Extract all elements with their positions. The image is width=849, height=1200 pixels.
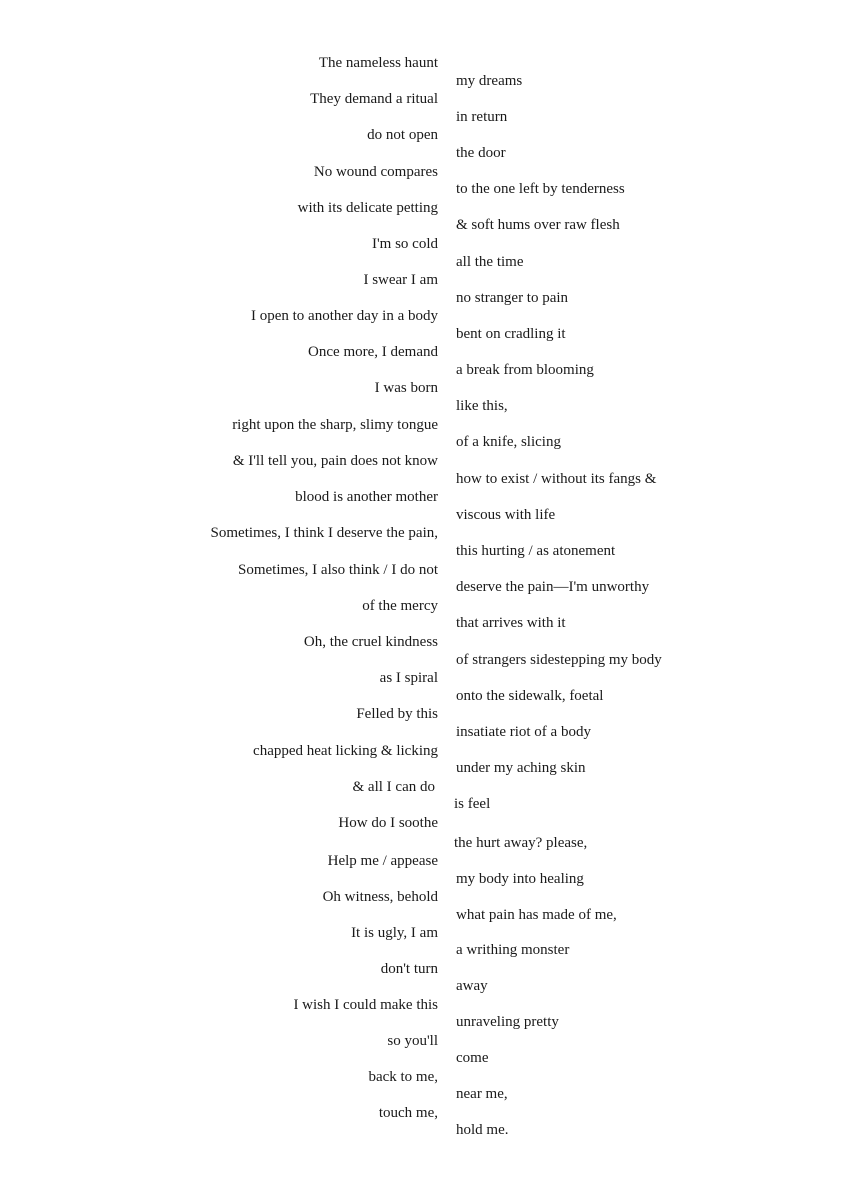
poem-line-left: No wound compares — [313, 164, 438, 180]
poem-line-right: is feel — [454, 796, 491, 812]
poem-line-right: bent on cradling it — [456, 326, 566, 342]
poem-line-left: It is ugly, I am — [351, 925, 438, 941]
poem-line-right: a writhing monster — [456, 942, 570, 958]
poem-line-right: all the time — [456, 254, 524, 270]
poem-line-left: with its delicate petting — [297, 200, 438, 216]
poem-line-right: under my aching skin — [456, 760, 586, 776]
poem-line-left: I swear I am — [363, 272, 438, 288]
poem-line-left: back to me, — [368, 1069, 438, 1085]
poem-line-right: in return — [456, 109, 508, 125]
poem-line-left: of the mercy — [362, 598, 438, 614]
poem-line-left: & all I can do — [352, 779, 435, 795]
poem-line-left: blood is another mother — [295, 489, 438, 505]
poem-line-left: They demand a ritual — [310, 91, 438, 107]
poem-line-left: I open to another day in a body — [250, 308, 438, 324]
poem-line-left: Felled by this — [356, 706, 438, 722]
poem-line-left: I wish I could make this — [293, 997, 438, 1013]
poem-line-left: right upon the sharp, slimy tongue — [232, 417, 438, 433]
poem-line-right: unraveling pretty — [456, 1014, 559, 1030]
poem-line-right: my dreams — [456, 73, 523, 89]
poem-line-right: away — [456, 978, 488, 994]
poem-line-right: onto the sidewalk, foetal — [456, 688, 604, 704]
poem-line-left: as I spiral — [379, 670, 438, 686]
poem-line-right: come — [456, 1050, 489, 1066]
poem-line-left: Oh witness, behold — [322, 889, 438, 905]
poem-line-right: near me, — [456, 1086, 508, 1102]
poem-line-right: this hurting / as atonement — [456, 543, 616, 559]
poem-line-right: hold me. — [456, 1122, 509, 1138]
poem-line-left: do not open — [367, 127, 438, 143]
poem-line-left: The nameless haunt — [318, 55, 438, 71]
poem-line-left: I was born — [374, 380, 438, 396]
poem-line-right: how to exist / without its fangs & — [456, 471, 657, 487]
poem-line-right: insatiate riot of a body — [456, 724, 591, 740]
poem-line-right: a break from blooming — [456, 362, 594, 378]
poem-line-left: Help me / appease — [327, 853, 438, 869]
poem-line-left: chapped heat licking & licking — [253, 743, 438, 759]
poem-line-right: viscous with life — [456, 507, 556, 523]
poem-line-left: Oh, the cruel kindness — [303, 634, 438, 650]
poem-line-right: to the one left by tenderness — [456, 181, 625, 197]
poem-line-left: Once more, I demand — [308, 344, 438, 360]
poem-line-left: How do I soothe — [338, 815, 438, 831]
poem-line-left: Sometimes, I also think / I do not — [238, 562, 438, 578]
poem-line-right: the hurt away? please, — [454, 835, 588, 851]
poem-line-right: the door — [456, 145, 506, 161]
poem-line-right: of strangers sidestepping my body — [456, 652, 662, 668]
poem-line-right: no stranger to pain — [456, 290, 569, 306]
poem-line-left: I'm so cold — [371, 236, 438, 252]
poem-line-left: don't turn — [380, 961, 438, 977]
poem-line-right: that arrives with it — [456, 615, 566, 631]
poem-line-right: of a knife, slicing — [456, 434, 561, 450]
poem-line-right: like this, — [456, 398, 508, 414]
poem-line-left: touch me, — [378, 1105, 438, 1121]
poem-line-left: & I'll tell you, pain does not know — [232, 453, 438, 469]
poem-line-right: & soft hums over raw flesh — [456, 217, 620, 233]
poem-line-right: deserve the pain—I'm unworthy — [456, 579, 650, 595]
poem-line-left: Sometimes, I think I deserve the pain, — [210, 525, 438, 541]
poem-line-left: so you'll — [387, 1033, 438, 1049]
poem-line-right: what pain has made of me, — [456, 907, 617, 923]
poem-line-right: my body into healing — [456, 871, 584, 887]
